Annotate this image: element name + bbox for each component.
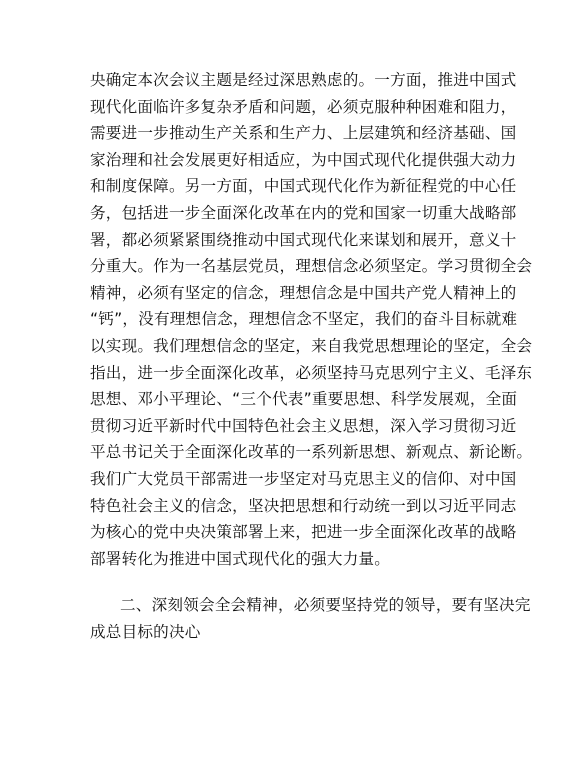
text-line: 我们广大党员干部需进一步坚定对马克思主义的信仰、对中国 bbox=[90, 469, 517, 488]
text-line: 指出，进一步全面深化改革，必须坚持马克思列宁主义、毛泽东 bbox=[90, 363, 533, 382]
text-line: 现代化面临许多复杂矛盾和问题，必须克服种种困难和阻力， bbox=[90, 97, 517, 116]
text-line: 为核心的党中央决策部署上来，把进一步全面深化改革的战略 bbox=[90, 523, 517, 542]
text-line: 署，都必须紧紧围绕推动中国式现代化来谋划和展开，意义十 bbox=[90, 230, 517, 249]
text-line: 平总书记关于全面深化改革的一系列新思想、新观点、新论断。 bbox=[90, 443, 533, 462]
body-paragraph bbox=[90, 67, 533, 572]
text-line: 和制度保障。另一方面，中国式现代化作为新征程党的中心任 bbox=[90, 177, 517, 196]
heading-line: 二、深刻领会全会精神，必须要坚持党的领导，要有坚决完 bbox=[120, 596, 531, 614]
text-line: “钙”，没有理想信念，理想信念不坚定，我们的奋斗目标就难 bbox=[90, 310, 518, 329]
text-line: 部署转化为推进中国式现代化的强大力量。 bbox=[90, 549, 391, 568]
text-line: 央确定本次会议主题是经过深思熟虑的。一方面，推进中国式 bbox=[90, 71, 517, 89]
text-line: 特色社会主义的信念，坚决把思想和行动统一到以习近平同志 bbox=[90, 496, 517, 515]
text-line: 务，包括进一步全面深化改革在内的党和国家一切重大战略部 bbox=[90, 203, 517, 222]
text-line: 贯彻习近平新时代中国特色社会主义思想，深入学习贯彻习近 bbox=[90, 416, 517, 435]
text-line: 需要进一步推动生产关系和生产力、上层建筑和经济基础、国 bbox=[90, 124, 517, 143]
section-heading bbox=[90, 592, 531, 645]
text-line: 分重大。作为一名基层党员，理想信念必须坚定。学习贯彻全会 bbox=[90, 257, 533, 276]
heading-line: 成总目标的决心 bbox=[90, 622, 201, 641]
text-line: 家治理和社会发展更好相适应，为中国式现代化提供强大动力 bbox=[90, 150, 517, 169]
text-line: 思想、邓小平理论、“三个代表”重要思想、科学发展观，全面 bbox=[90, 390, 518, 409]
text-line: 以实现。我们理想信念的坚定，来自我党思想理论的坚定，全会 bbox=[90, 336, 533, 355]
text-line: 精神，必须有坚定的信念，理想信念是中国共产党人精神上的 bbox=[90, 283, 517, 302]
